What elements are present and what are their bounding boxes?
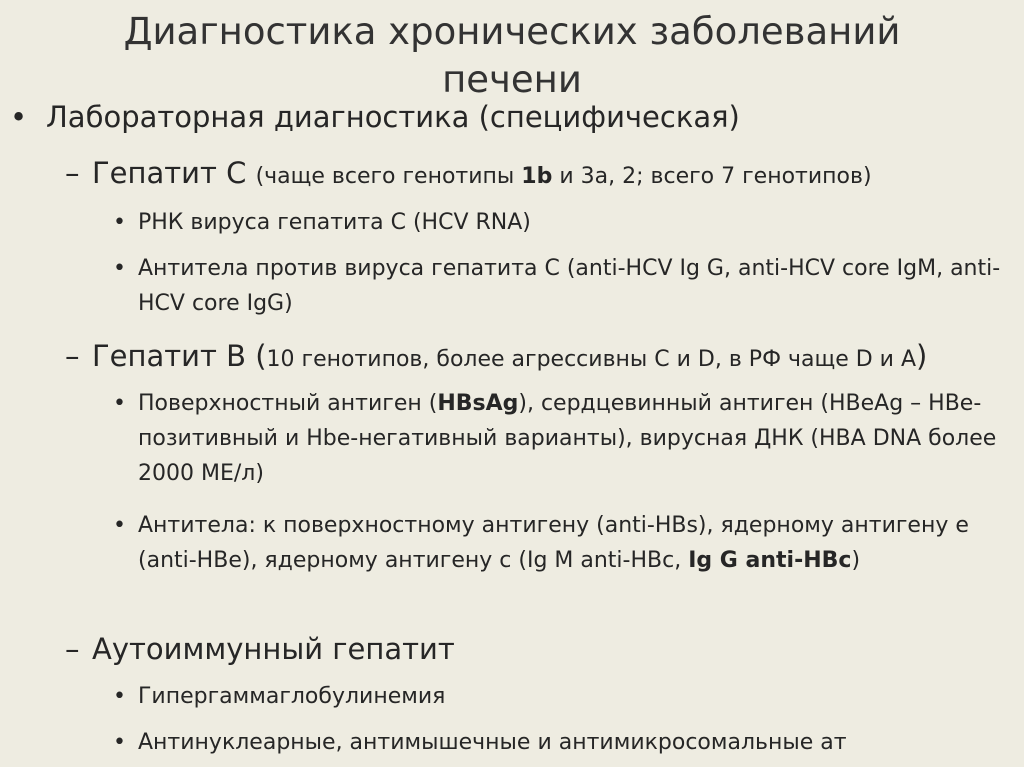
lab-diagnostics-text: Лабораторная диагностика (специфическая) <box>46 100 740 134</box>
hepatitis-c-title: Гепатит С <box>92 156 256 190</box>
sub-bullet-mark: • <box>113 210 126 235</box>
hepatitis-b-item-antigens-text: Поверхностный антиген (HBsAg), сердцевинный антиген (HBeAg – HBe-позитивный и Hbe-негативный варианты), вирусная ДНК (HBA DNA более 2000 МЕ/л) <box>138 391 997 486</box>
bullet-lab-diagnostics <box>10 97 740 137</box>
hepatitis-c-heading <box>65 154 872 196</box>
dash-mark: – <box>65 632 80 666</box>
hepatitis-b-item-antibodies-text: Антитела: к поверхностному антигену (anti-HBs), ядерному антигену е (anti-HBe), ядерному антигену с (Ig M anti-HBc, Ig G anti-HBc) <box>138 513 969 573</box>
hepatitis-b-title: Гепатит В ( <box>92 339 267 373</box>
autoimmune-item-antibodies <box>113 725 1003 760</box>
bullet-mark: • <box>10 100 28 134</box>
autoimmune-item-antibodies-text: Антинуклеарные, антимышечные и антимикросомальные ат <box>138 730 847 755</box>
hepatitis-b-note: 10 генотипов, более агрессивны С и D, в РФ чаще D и А <box>266 347 917 372</box>
dash-mark: – <box>65 339 80 373</box>
sub-bullet-mark: • <box>113 684 126 709</box>
hepatitis-b-close: ) <box>916 339 928 373</box>
autoimmune-item-hypergammaglobulinemia <box>113 679 1003 714</box>
hepatitis-b-item-antibodies <box>113 508 1003 578</box>
title-line-2: печени <box>442 58 582 101</box>
sub-bullet-mark: • <box>113 730 126 755</box>
dash-mark: – <box>65 156 80 190</box>
hepatitis-c-item-antibodies-text: Антитела против вируса гепатита С (anti-HCV Ig G, anti-HCV core IgM, anti-HCV core IgG) <box>138 256 1001 316</box>
hepatitis-b-heading <box>65 337 927 379</box>
sub-bullet-mark: • <box>113 256 126 281</box>
autoimmune-hepatitis-heading <box>65 630 455 668</box>
autoimmune-item-hypergammaglobulinemia-text: Гипергаммаглобулинемия <box>138 684 446 709</box>
hepatitis-c-item-antibodies <box>113 251 1003 321</box>
hepatitis-c-note: (чаще всего генотипы 1b и 3а, 2; всего 7 генотипов) <box>255 164 872 189</box>
sub-bullet-mark: • <box>113 513 126 538</box>
hepatitis-c-item-rna-text: РНК вируса гепатита С (HCV RNA) <box>138 210 531 235</box>
hepatitis-b-item-antigens <box>113 386 1003 491</box>
title-line-1: Диагностика хронических заболеваний <box>123 10 901 53</box>
hepatitis-c-item-rna <box>113 205 1003 240</box>
sub-bullet-mark: • <box>113 391 126 416</box>
autoimmune-hepatitis-title: Аутоиммунный гепатит <box>92 632 455 666</box>
